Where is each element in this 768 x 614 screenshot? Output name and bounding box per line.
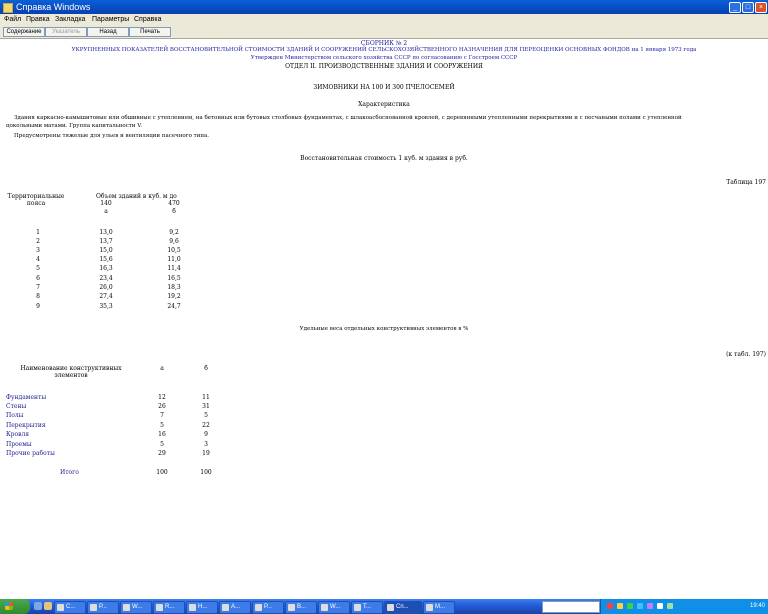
app-icon xyxy=(354,604,361,611)
table-row: 2 xyxy=(36,238,40,245)
menu-bookmark[interactable]: Закладка xyxy=(55,16,86,23)
weights-heading: Удельные веса отдельных конструктивных элементов в % xyxy=(299,326,469,332)
app-icon xyxy=(189,604,196,611)
taskbar-item[interactable]: Н... xyxy=(186,601,218,614)
maximize-button[interactable]: □ xyxy=(742,2,754,13)
table-cell: 23,4 xyxy=(99,275,113,282)
taskbar-item[interactable]: W... xyxy=(318,601,350,614)
menu-options[interactable]: Параметры xyxy=(92,16,130,23)
app-icon xyxy=(255,604,262,611)
weights-a-header: а xyxy=(160,365,164,372)
table-cell: 5 xyxy=(160,441,164,448)
approval-line: Утвержден Министерством сельского хозяйства СССР по согласованию с Госстроем СССР xyxy=(250,55,518,61)
table-cell: 27,4 xyxy=(99,293,113,300)
table-row: 1 xyxy=(36,229,40,236)
taskbar-search-input[interactable] xyxy=(542,601,600,613)
print-button[interactable]: Печать xyxy=(129,27,171,37)
taskbar-item[interactable]: R... xyxy=(153,601,185,614)
app-icon xyxy=(90,604,97,611)
help-app-icon xyxy=(387,604,394,611)
close-button[interactable]: × xyxy=(755,2,767,13)
table-cell: 11 xyxy=(202,394,210,401)
app-icon xyxy=(288,604,295,611)
table-cell: 10,5 xyxy=(167,247,181,254)
quick-launch-icon[interactable] xyxy=(34,602,42,610)
table-cell: 24,7 xyxy=(167,303,181,310)
title-bar xyxy=(0,0,768,14)
section-title: ОТДЕЛ II. ПРОИЗВОДСТВЕННЫЕ ЗДАНИЯ И СООРУЖЕНИЯ xyxy=(285,63,483,70)
table-cell: 11,0 xyxy=(167,256,181,263)
collection-number: СБОРНИК № 2 xyxy=(360,40,408,47)
table-cell: 19,2 xyxy=(167,293,181,300)
total-a: 100 xyxy=(156,469,168,476)
table-cell: 12 xyxy=(158,394,166,401)
description-line-1: Здания каркасно-камышитовые или обшивные с утеплением, на бетонных или бутовых столбовых фундаментах, с шлакоасбоснованной кровлей, с деревянными утепленными перекрытиями и с песчаными полами с утепленной xyxy=(14,115,682,121)
table-cell: 31 xyxy=(202,403,210,410)
element-link[interactable]: Фундаменты xyxy=(6,394,47,401)
characteristic-heading: Характеристика xyxy=(358,101,410,108)
table-cell: 22 xyxy=(202,422,210,429)
taskbar-item-active[interactable]: Сп... xyxy=(384,601,422,614)
taskbar-item[interactable]: Р... xyxy=(87,601,119,614)
document-view[interactable] xyxy=(0,39,768,599)
tray-icon[interactable] xyxy=(607,603,613,609)
description-line-2: цокольными матами. Группа капитальности V. xyxy=(6,123,143,129)
app-icon xyxy=(123,604,130,611)
table-cell: 16 xyxy=(158,431,166,438)
speaker-icon[interactable] xyxy=(657,603,663,609)
table-cell: 16,5 xyxy=(167,275,181,282)
network-icon[interactable] xyxy=(667,603,673,609)
cost-heading: Восстановительная стоимость 1 куб. м здания в руб. xyxy=(300,155,468,162)
table-label: Таблица 197 xyxy=(726,179,766,186)
total-label: Итого xyxy=(60,469,79,476)
help-app-icon xyxy=(3,3,13,13)
taskbar-item[interactable]: Т... xyxy=(351,601,383,614)
start-button[interactable] xyxy=(0,599,30,614)
table-cell: 19 xyxy=(202,450,210,457)
menu-file[interactable]: Файл xyxy=(4,16,22,23)
table-cell: 13,7 xyxy=(99,238,113,245)
table-cell: 35,3 xyxy=(99,303,113,310)
taskbar-item[interactable]: В... xyxy=(285,601,317,614)
table-cell: 5 xyxy=(204,412,208,419)
volume-b-label: б xyxy=(172,208,176,215)
table-cell: 11,4 xyxy=(167,265,181,272)
menu-help[interactable]: Справка xyxy=(134,16,162,23)
table-row: 7 xyxy=(36,284,40,291)
table-cell: 18,3 xyxy=(167,284,181,291)
taskbar-item[interactable]: Р... xyxy=(252,601,284,614)
table-cell: 13,0 xyxy=(99,229,113,236)
minimize-button[interactable]: _ xyxy=(729,2,741,13)
tray-icon[interactable] xyxy=(627,603,633,609)
element-link[interactable]: Проемы xyxy=(6,441,32,448)
app-icon xyxy=(222,604,229,611)
app-icon xyxy=(321,604,328,611)
element-link[interactable]: Перекрытия xyxy=(6,422,46,429)
element-name-header: Наименование конструктивных элементов xyxy=(20,365,122,379)
table-row: 5 xyxy=(36,265,40,272)
table-cell: 7 xyxy=(160,412,164,419)
app-icon xyxy=(156,604,163,611)
taskbar-item[interactable]: W... xyxy=(120,601,152,614)
app-icon xyxy=(426,604,433,611)
table-row: 8 xyxy=(36,293,40,300)
element-link[interactable]: Стены xyxy=(6,403,27,410)
table-cell: 26 xyxy=(158,403,166,410)
windows-logo-icon xyxy=(5,602,13,610)
tray-icon[interactable] xyxy=(647,603,653,609)
back-button[interactable]: Назад xyxy=(87,27,129,37)
table-cell: 16,3 xyxy=(99,265,113,272)
taskbar-item[interactable]: М... xyxy=(423,601,455,614)
document-title: УКРУПНЕННЫХ ПОКАЗАТЕЛЕЙ ВОССТАНОВИТЕЛЬНОЙ СТОИМОСТИ ЗДАНИЙ И СООРУЖЕНИЙ СЕЛЬСКОХОЗЯЙСТВЕННОГО НАЗНАЧЕНИЯ ДЛЯ ПЕРЕОЦЕНКИ ОСНОВНЫХ ФОНДОВ на 1 января 1973 года xyxy=(71,47,697,53)
index-button[interactable]: Указатель xyxy=(45,27,87,37)
table-row: 9 xyxy=(36,303,40,310)
clock: 19:40 xyxy=(749,603,765,609)
table-cell: 3 xyxy=(204,441,208,448)
volume-b-value: 470 xyxy=(168,200,180,207)
element-link[interactable]: Прочие работы xyxy=(6,450,55,457)
table-cell: 9 xyxy=(204,431,208,438)
system-tray xyxy=(600,599,768,614)
element-link[interactable]: Полы xyxy=(6,412,24,419)
taskbar-item[interactable]: А... xyxy=(219,601,251,614)
taskbar-item[interactable]: С... xyxy=(54,601,86,614)
window-title: Справка Windows xyxy=(16,2,91,12)
taskbar xyxy=(0,599,768,614)
table-cell: 15,0 xyxy=(99,247,113,254)
element-link[interactable]: Кровля xyxy=(6,431,30,438)
table-row: 3 xyxy=(36,247,40,254)
table-cell: 29 xyxy=(158,450,166,457)
contents-button[interactable]: Содержание xyxy=(3,27,45,37)
total-b: 100 xyxy=(200,469,212,476)
menu-edit[interactable]: Правка xyxy=(26,16,50,23)
toolbar xyxy=(0,25,768,39)
subject-title: ЗИМОВНИКИ НА 100 И 300 ПЧЕЛОСЕМЕЙ xyxy=(313,84,455,91)
table-cell: 9,6 xyxy=(169,238,179,245)
zone-column-header: Территориальные пояса xyxy=(7,193,65,207)
table-cell: 9,2 xyxy=(169,229,179,236)
table-row: 6 xyxy=(36,275,40,282)
quick-launch-icon[interactable] xyxy=(44,602,52,610)
volume-column-header: Объем зданий в куб. м до xyxy=(96,193,177,200)
app-icon xyxy=(57,604,64,611)
volume-a-value: 140 xyxy=(100,200,112,207)
menu-bar xyxy=(0,14,768,25)
table-cell: 5 xyxy=(160,422,164,429)
table-cell: 26,0 xyxy=(99,284,113,291)
volume-a-label: а xyxy=(104,208,108,215)
description-line-3: Предусмотрены тяжелые для ульев и вентиляции пасечного типа. xyxy=(14,133,210,139)
table-cell: 15,6 xyxy=(99,256,113,263)
weights-b-header: б xyxy=(204,365,208,372)
tray-icon[interactable] xyxy=(617,603,623,609)
tray-icon[interactable] xyxy=(637,603,643,609)
reference-label: (к табл. 197) xyxy=(726,351,766,358)
table-row: 4 xyxy=(36,256,40,263)
